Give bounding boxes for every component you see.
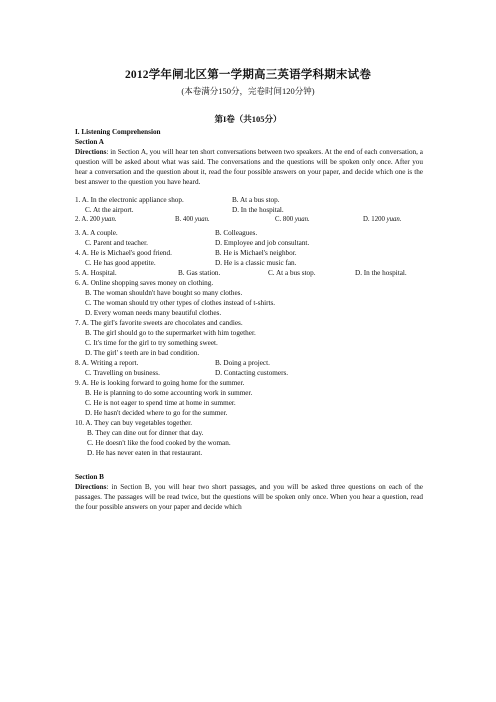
question-8-row-2: C. Travelling on business. D. Contacting customers. — [85, 369, 289, 377]
question-10-c: C. He doesn't like the food cooked by the woman. — [87, 439, 231, 447]
question-9-c: C. He is not eager to spend time at home in summer. — [85, 399, 236, 407]
exam-title: 2012学年闸北区第一学期高三英语学科期末试卷 — [124, 69, 372, 81]
question-3-row-1: 3. A. A couple. B. Colleagues. — [75, 229, 258, 237]
question-6-c: C. The woman should try other types of clothes instead of t-shirts. — [85, 299, 276, 307]
question-10-b: B. They can dine out for dinner that day. — [87, 429, 204, 437]
question-5-row: 5. A. Hospital. B. Gas station. C. At a bus stop. D. In the hospital. — [75, 269, 407, 277]
directions-text: : in Section A, you will hear ten short conversations between two speakers. At the end of each conversation, a question will be asked about what was said. The conversations and the questions will be spoken only once. After you hear a conversation and the question about it, read the four possible answers on your paper, and decide which one is the best answer to the question you have heard. — [75, 148, 423, 186]
part-heading: 第I卷（共105分） — [214, 114, 282, 124]
question-9-b: B. He is planning to do some accounting work in summer. — [85, 389, 253, 397]
question-2-row: 2. A. 200 yuan. B. 400 yuan. C. 800 yuan. D. 1200 yuan. — [75, 216, 402, 223]
question-10-a: 10. A. They can buy vegetables together. — [75, 419, 193, 427]
question-10-d: D. He has never eaten in that restaurant. — [87, 449, 203, 457]
question-7-a: 7. A. The girl's favorite sweets are chocolates and candies. — [75, 319, 243, 327]
question-9-a: 9. A. He is looking forward to going home for the summer. — [75, 379, 245, 387]
section-b-heading: Section B — [75, 473, 104, 481]
question-6-b: B. The woman shouldn't have bought so many clothes. — [85, 289, 243, 297]
exam-content — [75, 127, 423, 512]
question-7-c: C. It's time for the girl to try something sweet. — [85, 339, 218, 347]
question-6-a: 6. A. Online shopping saves money on clothing. — [75, 279, 214, 287]
directions-text: : in Section B, you will hear two short passages, and you will be asked three questions on each of the passages. The passages will be read twice, but the questions will be spoken only once. When you hear a question, read the four possible answers on your paper and decide which — [75, 483, 423, 511]
section-a-heading: Section A — [75, 138, 104, 146]
question-8-row-1: 8. A. Writing a report. B. Doing a project. — [75, 359, 270, 367]
question-3-row-2: C. Parent and teacher. D. Employee and job consultant. — [85, 239, 310, 247]
directions-label: Directions — [75, 483, 107, 491]
question-1-row-2: C. At the airport. D. In the hospital. — [85, 206, 284, 214]
exam-subtitle: (本卷满分150分，完卷时间120分钟) — [181, 86, 315, 96]
section-a-directions — [75, 147, 423, 187]
directions-label: Directions — [75, 148, 107, 156]
section-b-directions — [75, 482, 423, 512]
question-9-d: D. He hasn't decided where to go for the summer. — [85, 409, 228, 417]
question-4-row-1: 4. A. He is Michael's good friend. B. He is Michael's neighbor. — [75, 249, 297, 257]
question-4-row-2: C. He has good appetite. D. He is a classic music fan. — [85, 259, 297, 267]
listening-heading: I. Listening Comprehension — [75, 128, 161, 136]
question-7-b: B. The girl should go to the supermarket with him together. — [85, 329, 256, 337]
question-6-d: D. Every woman needs many beautiful clothes. — [85, 309, 222, 317]
question-7-d: D. The girl' s teeth are in bad condition. — [85, 349, 200, 357]
question-1-row-1: 1. A. In the electronic appliance shop. B. At a bus stop. — [75, 196, 280, 204]
